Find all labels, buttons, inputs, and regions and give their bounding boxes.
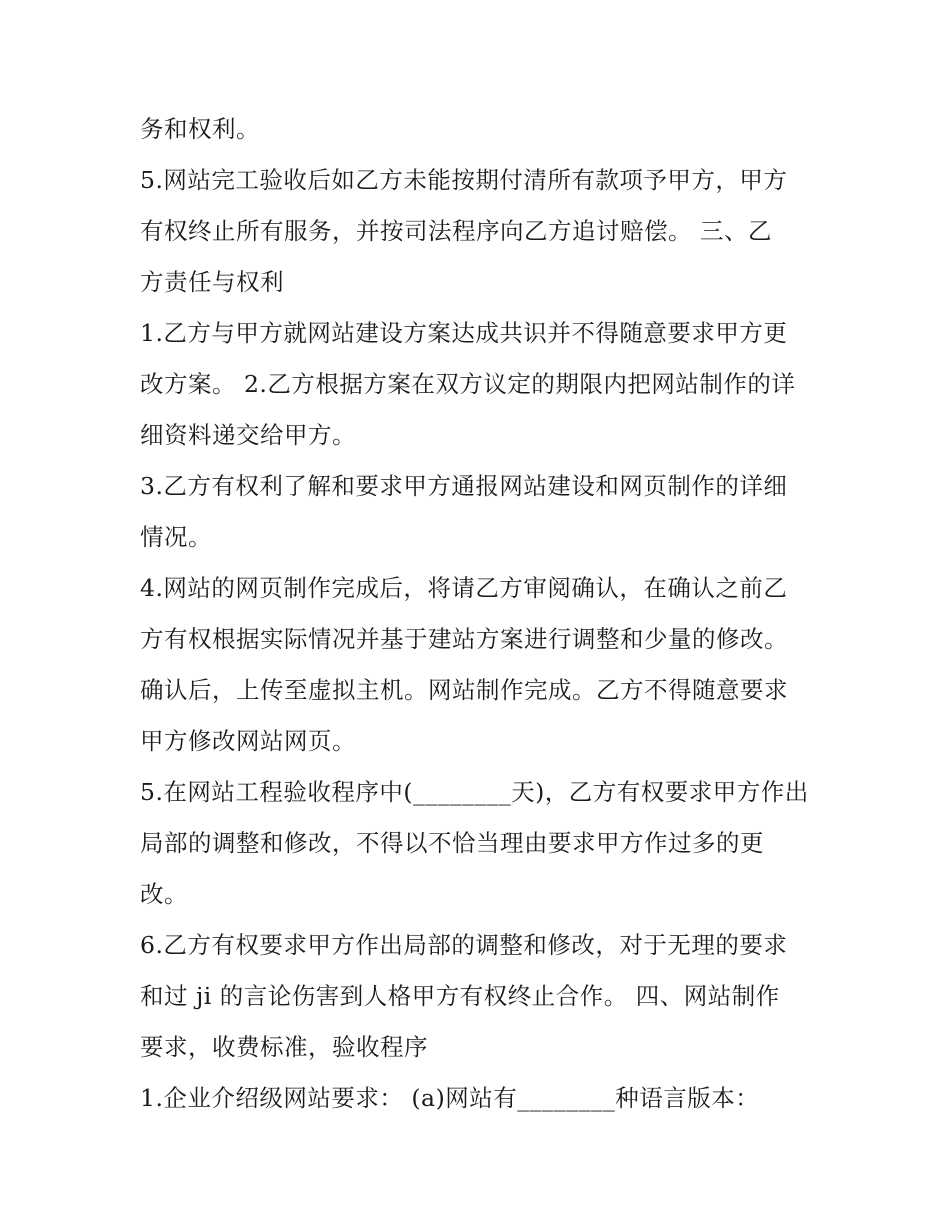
text-line: 有权终止所有服务，并按司法程序向乙方追讨赔偿。 三、乙 xyxy=(140,217,772,245)
text-line: 确认后，上传至虚拟主机。网站制作完成。乙方不得随意要求 xyxy=(140,676,788,704)
text-line: 1.企业介绍级网站要求： (a)网站有________种语言版本： xyxy=(140,1084,760,1112)
text-line: 5.在网站工程验收程序中(________天)，乙方有权要求甲方作出 xyxy=(140,778,809,806)
text-line: 要求，收费标准，验收程序 xyxy=(140,1033,428,1061)
text-line: 和过 ji 的言论伤害到人格甲方有权终止合作。 四、网站制作 xyxy=(140,982,780,1010)
text-line: 方责任与权利 xyxy=(140,268,284,296)
text-line: 3.乙方有权利了解和要求甲方通报网站建设和网页制作的详细 xyxy=(140,472,788,500)
text-line: 务和权利。 xyxy=(140,115,260,143)
text-line: 改。 xyxy=(140,880,188,908)
text-line: 4.网站的网页制作完成后，将请乙方审阅确认，在确认之前乙 xyxy=(140,574,788,602)
text-line: 1.乙方与甲方就网站建设方案达成共识并不得随意要求甲方更 xyxy=(140,319,788,347)
document-body xyxy=(140,104,830,1124)
text-line: 改方案。 2.乙方根据方案在双方议定的期限内把网站制作的详 xyxy=(140,370,796,398)
text-line: 甲方修改网站网页。 xyxy=(140,727,356,755)
text-line: 5.网站完工验收后如乙方未能按期付清所有款项予甲方，甲方 xyxy=(140,166,788,194)
text-line: 方有权根据实际情况并基于建站方案进行调整和少量的修改。 xyxy=(140,625,788,653)
text-line: 局部的调整和修改，不得以不恰当理由要求甲方作过多的更 xyxy=(140,829,764,857)
text-line: 6.乙方有权要求甲方作出局部的调整和修改，对于无理的要求 xyxy=(140,931,788,959)
text-line: 细资料递交给甲方。 xyxy=(140,421,356,449)
text-line: 情况。 xyxy=(140,523,212,551)
